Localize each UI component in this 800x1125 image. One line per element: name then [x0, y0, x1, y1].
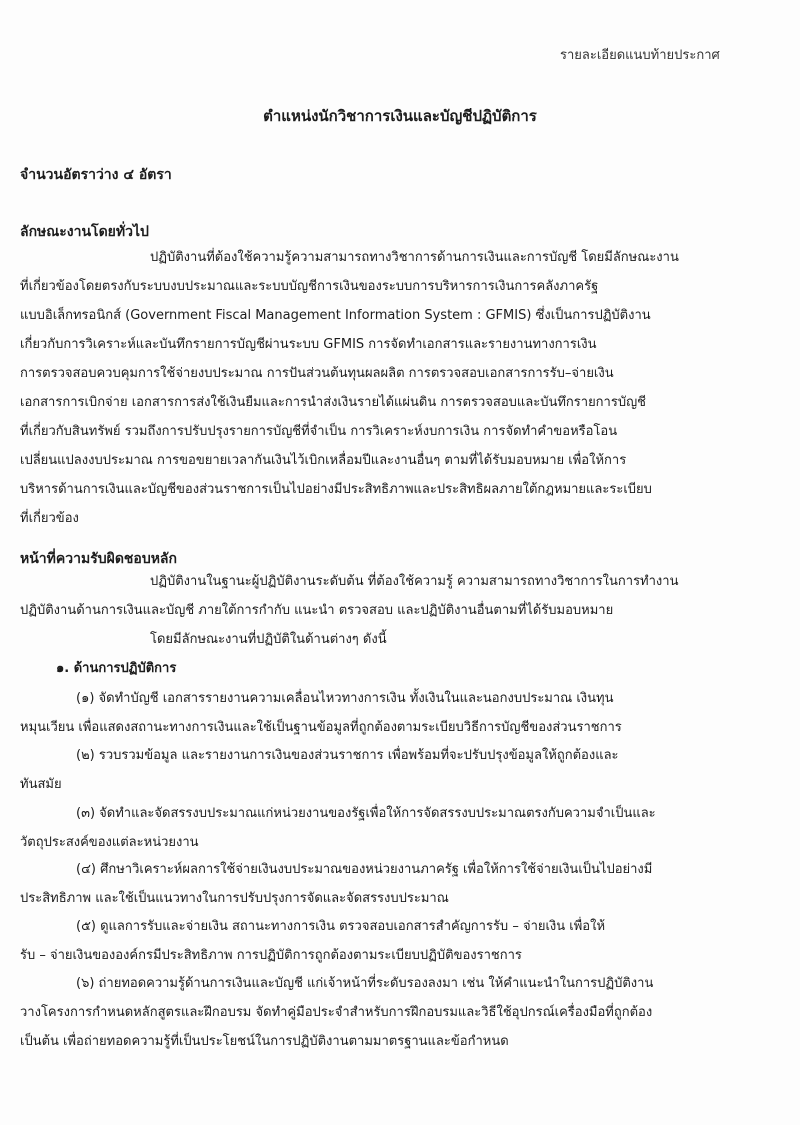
duty-line: (๒) รวบรวมข้อมูล และรายงานการเงินของส่วนราชการ เพื่อพร้อมที่จะปรับปรุงข้อมูลให้ถูกต้องและ [76, 748, 619, 763]
duty-item-2 [20, 741, 790, 799]
intro-line: ปฏิบัติงานด้านการเงินและบัญชี ภายใต้การกำกับ แนะนำ ตรวจสอบ และปฏิบัติงานอื่นตามที่ได้รับมอบหมาย [20, 603, 614, 618]
general-paragraph [20, 243, 790, 533]
general-heading: ลักษณะงานโดยทั่วไป [20, 224, 149, 240]
duty-item-4 [20, 855, 790, 913]
duty-line: รับ – จ่ายเงินขององค์กรมีประสิทธิภาพ การปฏิบัติการถูกต้องตามระเบียบปฏิบัติของราชการ [20, 948, 522, 963]
duties-heading: หน้าที่ความรับผิดชอบหลัก [20, 551, 177, 567]
paragraph-line: เปลี่ยนแปลงงบประมาณ การขอขยายเวลากันเงินไว้เบิกเหลื่อมปีและงานอื่นๆ ตามที่ได้รับมอบหมาย เพื่อให้การ [20, 453, 627, 468]
page-title: ตำแหน่งนักวิชาการเงินและบัญชีปฏิบัติการ [263, 107, 537, 125]
paragraph-line: บริหารด้านการเงินและบัญชีของส่วนราชการเป็นไปอย่างมีประสิทธิภาพและประสิทธิผลภายใต้กฎหมายและระเบียบ [20, 482, 652, 497]
paragraph-line: การตรวจสอบควบคุมการใช้จ่ายงบประมาณ การปันส่วนต้นทุนผลผลิต การตรวจสอบเอกสารการรับ–จ่ายเงิน [20, 366, 614, 381]
duty-line: (๖) ถ่ายทอดความรู้ด้านการเงินและบัญชี แก่เจ้าหน้าที่ระดับรองลงมา เช่น ให้คำแนะนำในการปฏิบัติงาน [76, 976, 654, 991]
duty-item-3 [20, 799, 790, 857]
duty-item-1 [20, 684, 790, 742]
area-heading: ๑. ด้านการปฏิบัติการ [56, 661, 177, 676]
duty-line: (๔) ศึกษาวิเคราะห์ผลการใช้จ่ายเงินงบประมาณของหน่วยงานภาครัฐ เพื่อให้การใช้จ่ายเงินเป็นไปอย่างมี [76, 862, 653, 877]
intro-line: ปฏิบัติงานในฐานะผู้ปฏิบัติงานระดับต้น ที่ต้องใช้ความรู้ ความสามารถทางวิชาการในการทำงาน [150, 574, 679, 589]
duty-line: หมุนเวียน เพื่อแสดงสถานะทางการเงินและใช้เป็นฐานข้อมูลที่ถูกต้องตามระเบียบวิธีการบัญชีของส่วนราชการ [20, 720, 622, 735]
duty-line: (๓) จัดทำและจัดสรรงบประมาณแก่หน่วยงานของรัฐเพื่อให้การจัดสรรงบประมาณตรงกับความจำเป็นและ [76, 806, 656, 821]
duty-line: (๑) จัดทำบัญชี เอกสารรายงานความเคลื่อนไหวทางการเงิน ทั้งเงินในและนอกงบประมาณ เงินทุน [76, 691, 614, 706]
paragraph-line: ปฏิบัติงานที่ต้องใช้ความรู้ความสามารถทางวิชาการด้านการเงินและการบัญชี โดยมีลักษณะงาน [150, 250, 679, 265]
duty-line: วัตถุประสงค์ของแต่ละหน่วยงาน [20, 835, 199, 850]
duty-line: (๕) ดูแลการรับและจ่ายเงิน สถานะทางการเงิน ตรวจสอบเอกสารสำคัญการรับ – จ่ายเงิน เพื่อให้ [76, 919, 606, 934]
paragraph-line: เกี่ยวกับการวิเคราะห์และบันทึกรายการบัญชีผ่านระบบ GFMIS การจัดทำเอกสารและรายงานทางการเงิน [20, 337, 597, 352]
duty-item-6 [20, 969, 790, 1056]
duties-intro [20, 567, 790, 654]
duty-line: ทันสมัย [20, 777, 62, 792]
paragraph-line: ที่เกี่ยวกับสินทรัพย์ รวมถึงการปรับปรุงรายการบัญชีที่จำเป็น การวิเคราะห์งบการเงิน การจัดทำคำขอหรือโอน [20, 424, 618, 439]
attachment-note: รายละเอียดแนบท้ายประกาศ [560, 48, 720, 63]
duty-line: เป็นต้น เพื่อถ่ายทอดความรู้ที่เป็นประโยชน์ในการปฏิบัติงานตามมาตรฐานและข้อกำหนด [20, 1034, 509, 1049]
operations-area [20, 654, 790, 683]
paragraph-line: ที่เกี่ยวข้องโดยตรงกับระบบงบประมาณและระบบบัญชีการเงินของระบบการบริหารการเงินการคลังภาครัฐ [20, 279, 599, 294]
duty-line: วางโครงการกำหนดหลักสูตรและฝึกอบรม จัดทำคู่มือประจำสำหรับการฝึกอบรมและวิธีใช้อุปกรณ์เครื่องมือที่ถูกต้อง [20, 1005, 653, 1020]
paragraph-line: แบบอิเล็กทรอนิกส์ (Government Fiscal Management Information System : GFMIS) ซึ่งเป็นการปฏิบัติงาน [20, 308, 651, 323]
duty-item-5 [20, 912, 790, 970]
paragraph-line: เอกสารการเบิกจ่าย เอกสารการส่งใช้เงินยืมและการนำส่งเงินรายได้แผ่นดิน การตรวจสอบและบันทึกรายการบัญชี [20, 395, 646, 410]
intro-line: โดยมีลักษณะงานที่ปฏิบัติในด้านต่างๆ ดังนี้ [150, 632, 387, 647]
paragraph-line: ที่เกี่ยวข้อง [20, 511, 79, 526]
duty-line: ประสิทธิภาพ และใช้เป็นแนวทางในการปรับปรุงการจัดและจัดสรรงบประมาณ [20, 891, 449, 906]
vacancy-count: จำนวนอัตราว่าง ๔ อัตรา [20, 167, 172, 183]
